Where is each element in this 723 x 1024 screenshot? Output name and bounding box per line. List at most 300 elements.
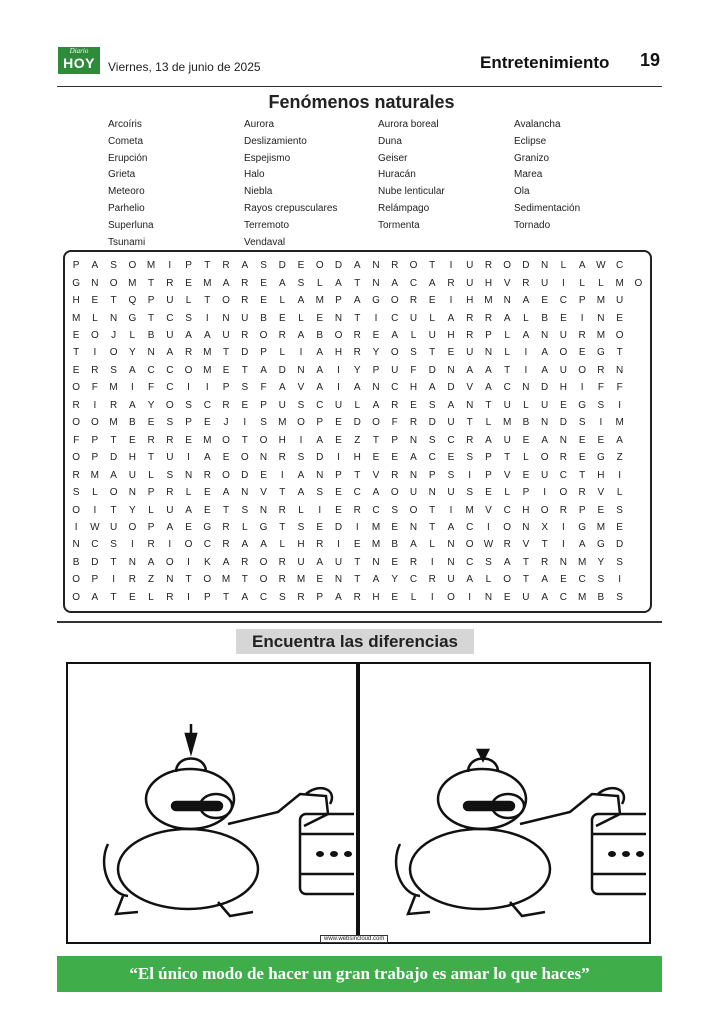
- grid-letter: M: [371, 521, 381, 533]
- grid-letter: A: [353, 260, 362, 272]
- grid-letter: U: [128, 469, 137, 481]
- grid-letter: M: [203, 347, 212, 359]
- grid-letter: L: [148, 469, 155, 481]
- grid-letter: R: [222, 539, 231, 551]
- word-item: Sedimentación: [514, 202, 581, 214]
- grid-letter: U: [616, 295, 624, 307]
- grid-letter: L: [185, 295, 192, 307]
- grid-letter: N: [541, 417, 549, 429]
- grid-letter: T: [148, 312, 155, 324]
- grid-letter: R: [278, 574, 287, 586]
- grid-letter: L: [560, 260, 567, 272]
- grid-letter: A: [166, 521, 174, 533]
- grid-letter: A: [260, 364, 268, 376]
- grid-letter: R: [147, 434, 156, 446]
- word-item: Duna: [378, 135, 402, 147]
- grid-letter: A: [541, 434, 549, 446]
- grid-letter: I: [430, 556, 435, 568]
- grid-letter: L: [92, 487, 99, 499]
- grid-letter: Y: [147, 399, 155, 411]
- grid-letter: Y: [353, 364, 362, 376]
- grid-letter: N: [409, 434, 418, 446]
- grid-letter: O: [72, 574, 81, 586]
- grid-letter: A: [297, 487, 305, 499]
- word-item: Terremoto: [244, 219, 290, 231]
- grid-letter: N: [447, 539, 456, 551]
- grid-letter: R: [466, 330, 474, 342]
- section-divider: [57, 621, 662, 623]
- grid-letter: E: [503, 591, 512, 603]
- grid-letter: S: [185, 312, 193, 324]
- grid-letter: R: [203, 469, 212, 481]
- grid-letter: D: [559, 417, 568, 429]
- grid-letter: Z: [354, 434, 361, 446]
- grid-letter: S: [260, 260, 268, 272]
- grid-letter: S: [447, 469, 455, 481]
- grid-letter: A: [578, 539, 586, 551]
- grid-letter: P: [578, 295, 586, 307]
- grid-letter: A: [129, 399, 137, 411]
- grid-letter: U: [334, 399, 343, 411]
- word-item: Ola: [514, 186, 530, 198]
- grid-letter: L: [504, 487, 511, 499]
- grid-letter: H: [278, 434, 287, 446]
- grid-letter: R: [166, 434, 174, 446]
- grid-letter: E: [203, 504, 212, 516]
- grid-letter: E: [185, 434, 193, 446]
- grid-letter: H: [72, 295, 81, 307]
- grid-letter: S: [110, 539, 118, 551]
- grid-letter: T: [504, 364, 511, 376]
- grid-letter: P: [147, 521, 155, 533]
- grid-letter: A: [616, 434, 624, 446]
- grid-letter: C: [616, 260, 624, 272]
- grid-letter: G: [597, 452, 606, 464]
- grid-letter: O: [72, 504, 81, 516]
- grid-letter: G: [597, 347, 606, 359]
- grid-letter: O: [372, 417, 381, 429]
- grid-letter: F: [597, 382, 605, 394]
- grid-letter: C: [259, 591, 268, 603]
- grid-letter: R: [278, 504, 287, 516]
- grid-letter: C: [166, 382, 174, 394]
- word-column-3: [378, 117, 445, 235]
- grid-letter: B: [72, 556, 80, 568]
- word-item: Parhelio: [108, 202, 145, 214]
- grid-letter: A: [466, 364, 474, 376]
- grid-letter: L: [279, 295, 286, 307]
- grid-letter: B: [597, 591, 605, 603]
- grid-letter: N: [559, 556, 568, 568]
- grid-letter: Y: [372, 347, 380, 359]
- grid-letter: T: [354, 574, 361, 586]
- grid-letter: A: [91, 591, 99, 603]
- grid-letter: P: [485, 452, 493, 464]
- grid-letter: L: [354, 399, 361, 411]
- grid-letter: C: [409, 574, 418, 586]
- grid-letter: I: [430, 591, 435, 603]
- grid-letter: O: [578, 364, 587, 376]
- grid-letter: R: [466, 434, 474, 446]
- grid-letter: T: [504, 452, 511, 464]
- grid-letter: T: [429, 347, 436, 359]
- grid-letter: T: [185, 574, 193, 586]
- grid-letter: U: [447, 417, 456, 429]
- grid-letter: [629, 362, 648, 379]
- grid-letter: A: [391, 277, 399, 289]
- grid-letter: U: [166, 295, 174, 307]
- grid-letter: A: [110, 469, 118, 481]
- grid-letter: M: [615, 417, 625, 429]
- grid-letter: T: [110, 591, 118, 603]
- grid-letter: N: [484, 347, 493, 359]
- grid-letter: H: [447, 330, 456, 342]
- grid-letter: A: [428, 382, 437, 394]
- grid-letter: N: [559, 434, 568, 446]
- grid-letter: A: [485, 382, 493, 394]
- grid-letter: I: [449, 260, 453, 272]
- grid-letter: S: [185, 399, 193, 411]
- page-number: 19: [640, 50, 661, 70]
- grid-letter: A: [541, 347, 549, 359]
- grid-letter: Y: [597, 556, 605, 568]
- grid-letter: A: [372, 574, 380, 586]
- grid-letter: L: [148, 591, 155, 603]
- grid-letter: E: [560, 399, 568, 411]
- grid-letter: U: [278, 399, 287, 411]
- grid-letter: J: [111, 330, 117, 342]
- grid-letter: M: [146, 260, 156, 272]
- grid-letter: P: [335, 295, 343, 307]
- word-item: Aurora boreal: [378, 119, 439, 130]
- grid-letter: N: [522, 382, 531, 394]
- grid-letter: S: [597, 574, 605, 586]
- grid-letter: U: [559, 330, 568, 342]
- grid-letter: E: [260, 277, 268, 289]
- grid-letter: [629, 397, 648, 414]
- grid-letter: F: [73, 434, 80, 446]
- word-item: Relámpago: [378, 202, 430, 214]
- grid-letter: I: [599, 417, 603, 429]
- grid-letter: R: [91, 364, 99, 376]
- grid-letter: I: [93, 347, 97, 359]
- newspaper-logo: [58, 47, 100, 74]
- grid-letter: D: [428, 364, 437, 376]
- grid-letter: S: [485, 556, 493, 568]
- grid-letter: E: [560, 574, 568, 586]
- grid-letter: E: [260, 469, 268, 481]
- grid-letter: A: [316, 382, 324, 394]
- grid-letter: T: [429, 260, 436, 272]
- word-item: Nube lenticular: [378, 186, 445, 198]
- grid-letter: U: [466, 277, 474, 289]
- grid-letter: S: [616, 504, 624, 516]
- grid-letter: H: [466, 295, 474, 307]
- grid-letter: U: [109, 521, 118, 533]
- grid-letter: C: [466, 521, 474, 533]
- grid-letter: E: [597, 434, 605, 446]
- grid-letter: O: [90, 417, 100, 429]
- grid-letter: N: [372, 277, 381, 289]
- grid-letter: O: [109, 347, 118, 359]
- grid-letter: O: [634, 277, 643, 289]
- grid-letter: I: [562, 277, 566, 289]
- grid-letter: O: [297, 417, 306, 429]
- grid-letter: V: [503, 277, 512, 289]
- differences-puzzle: [66, 662, 651, 944]
- grid-letter: O: [315, 260, 325, 272]
- grid-letter: N: [72, 539, 81, 551]
- grid-letter: N: [259, 504, 268, 516]
- grid-letter: R: [222, 399, 231, 411]
- grid-letter: R: [484, 312, 493, 324]
- grid-letter: R: [166, 277, 174, 289]
- grid-letter: E: [72, 330, 80, 342]
- grid-letter: T: [466, 417, 474, 429]
- grid-letter: L: [523, 399, 530, 411]
- grid-letter: I: [130, 539, 135, 551]
- grid-letter: N: [128, 556, 137, 568]
- grid-letter: N: [91, 277, 99, 289]
- grid-letter: I: [205, 312, 210, 324]
- grid-letter: C: [409, 277, 418, 289]
- grid-letter: P: [372, 364, 380, 376]
- grid-letter: B: [522, 417, 530, 429]
- grid-letter: O: [503, 260, 512, 272]
- grid-letter: R: [109, 399, 118, 411]
- grid-letter: I: [93, 399, 97, 411]
- grid-letter: T: [429, 521, 436, 533]
- grid-letter: N: [184, 469, 193, 481]
- word-item: Superluna: [108, 219, 154, 231]
- quote-banner: “El único modo de hacer un gran trabajo es amar lo que haces”: [57, 956, 662, 992]
- grid-letter: O: [240, 452, 250, 464]
- grid-letter: S: [391, 504, 399, 516]
- grid-letter: [629, 519, 648, 536]
- grid-letter: D: [109, 452, 118, 464]
- grid-letter: [629, 292, 648, 309]
- grid-letter: M: [203, 434, 212, 446]
- grid-letter: S: [616, 556, 624, 568]
- grid-letter: P: [147, 487, 155, 499]
- grid-letter: L: [429, 312, 436, 324]
- grid-letter: A: [316, 364, 324, 376]
- grid-letter: A: [503, 556, 512, 568]
- grid-letter: R: [222, 521, 231, 533]
- grid-letter: A: [428, 277, 437, 289]
- grid-letter: T: [241, 574, 249, 586]
- grid-letter: A: [129, 364, 137, 376]
- word-item: Huracán: [378, 169, 416, 181]
- grid-letter: A: [335, 591, 343, 603]
- grid-letter: C: [578, 574, 587, 586]
- grid-letter: R: [391, 260, 399, 272]
- grid-letter: T: [616, 347, 624, 359]
- grid-letter: X: [541, 521, 549, 533]
- grid-letter: U: [334, 556, 343, 568]
- grid-letter: I: [355, 521, 360, 533]
- word-item: Cometa: [108, 135, 144, 147]
- grid-letter: A: [91, 260, 99, 272]
- grid-letter: O: [203, 574, 212, 586]
- grid-letter: T: [579, 469, 586, 481]
- grid-letter: N: [147, 347, 156, 359]
- grid-letter: V: [372, 469, 380, 481]
- grid-letter: A: [485, 434, 493, 446]
- grid-letter: W: [596, 260, 607, 272]
- grid-letter: P: [485, 469, 493, 481]
- grid-letter: M: [465, 504, 475, 516]
- grid-letter: R: [278, 556, 287, 568]
- grid-letter: I: [205, 382, 210, 394]
- grid-letter: S: [428, 399, 437, 411]
- grid-letter: O: [390, 347, 400, 359]
- grid-letter: L: [504, 330, 511, 342]
- grid-letter: R: [578, 330, 587, 342]
- grid-letter: M: [221, 574, 231, 586]
- grid-letter: H: [597, 469, 605, 481]
- grid-letter: A: [203, 330, 212, 342]
- grid-letter: T: [204, 295, 211, 307]
- grid-letter: S: [410, 347, 418, 359]
- grid-letter: R: [597, 364, 605, 376]
- grid-letter: V: [597, 487, 605, 499]
- grid-letter: G: [578, 399, 587, 411]
- grid-letter: S: [260, 417, 268, 429]
- grid-letter: U: [447, 574, 456, 586]
- grid-letter: A: [447, 399, 455, 411]
- grid-letter: E: [316, 312, 324, 324]
- grid-letter: E: [372, 452, 380, 464]
- grid-letter: Y: [129, 504, 137, 516]
- grid-letter: A: [503, 312, 512, 324]
- grid-letter: U: [447, 487, 456, 499]
- grid-letter: Y: [129, 347, 137, 359]
- grid-letter: T: [279, 521, 286, 533]
- grid-letter: A: [278, 277, 287, 289]
- word-column-1: [108, 117, 154, 251]
- grid-letter: I: [299, 347, 303, 359]
- grid-letter: R: [241, 556, 249, 568]
- grid-letter: E: [578, 452, 586, 464]
- grid-letter: I: [449, 295, 453, 307]
- grid-letter: C: [391, 312, 399, 324]
- grid-letter: P: [91, 574, 99, 586]
- grid-letter: A: [541, 574, 549, 586]
- grid-letter: A: [541, 591, 549, 603]
- word-item: Avalancha: [514, 119, 561, 130]
- grid-letter: E: [316, 521, 324, 533]
- grid-letter: F: [616, 382, 624, 394]
- grid-letter: M: [128, 277, 137, 289]
- grid-letter: I: [337, 382, 341, 394]
- grid-letter: S: [110, 364, 118, 376]
- grid-letter: M: [296, 574, 306, 586]
- grid-letter: [629, 466, 648, 483]
- grid-letter: N: [297, 364, 306, 376]
- grid-letter: N: [466, 399, 474, 411]
- word-item: Grieta: [108, 169, 136, 181]
- grid-letter: U: [522, 591, 531, 603]
- grid-letter: N: [166, 574, 174, 586]
- grid-letter: N: [447, 556, 456, 568]
- grid-letter: T: [485, 399, 492, 411]
- grid-letter: E: [129, 434, 137, 446]
- word-item: Espejismo: [244, 152, 291, 164]
- grid-letter: N: [597, 312, 605, 324]
- grid-letter: N: [409, 469, 418, 481]
- grid-letter: Z: [148, 574, 155, 586]
- grid-letter: A: [316, 434, 324, 446]
- grid-letter: E: [72, 364, 80, 376]
- grid-letter: S: [578, 417, 586, 429]
- word-item: Rayos crepusculares: [244, 202, 338, 214]
- grid-letter: I: [487, 521, 491, 533]
- grid-letter: H: [484, 277, 493, 289]
- grid-letter: E: [203, 417, 212, 429]
- grid-letter: M: [315, 295, 325, 307]
- logo-small-text: Diario: [69, 47, 89, 55]
- grid-letter: R: [391, 399, 399, 411]
- grid-letter: R: [128, 574, 137, 586]
- grid-letter: C: [559, 469, 568, 481]
- grid-letter: A: [241, 260, 249, 272]
- grid-letter: A: [278, 382, 287, 394]
- grid-letter: A: [466, 574, 474, 586]
- grid-letter: U: [241, 312, 249, 324]
- grid-letter: E: [410, 399, 418, 411]
- grid-letter: I: [93, 504, 97, 516]
- grid-letter: N: [522, 521, 531, 533]
- grid-letter: A: [410, 539, 418, 551]
- grid-letter: O: [540, 452, 550, 464]
- grid-letter: P: [485, 330, 493, 342]
- grid-letter: R: [353, 591, 362, 603]
- grid-letter: R: [222, 260, 231, 272]
- grid-letter: I: [618, 469, 622, 481]
- grid-letter: T: [522, 574, 530, 586]
- word-item: Meteoro: [108, 186, 145, 198]
- grid-letter: S: [72, 487, 80, 499]
- grid-letter: I: [187, 452, 191, 464]
- grid-letter: P: [222, 382, 230, 394]
- grid-letter: F: [148, 382, 155, 394]
- grid-letter: O: [128, 521, 137, 533]
- grid-letter: D: [616, 539, 624, 551]
- grid-letter: R: [241, 277, 249, 289]
- grid-letter: I: [187, 591, 191, 603]
- grid-letter: E: [616, 521, 624, 533]
- grid-letter: S: [297, 452, 305, 464]
- grid-letter: R: [466, 312, 474, 324]
- grid-letter: C: [391, 382, 399, 394]
- grid-letter: L: [410, 330, 417, 342]
- grid-letter: [629, 309, 648, 326]
- grid-letter: M: [90, 469, 100, 481]
- grid-letter: L: [92, 312, 99, 324]
- grid-letter: F: [391, 417, 399, 429]
- grid-letter: A: [485, 364, 493, 376]
- grid-letter: D: [428, 417, 437, 429]
- grid-letter: E: [578, 434, 586, 446]
- grid-letter: I: [130, 382, 135, 394]
- grid-letter: E: [222, 364, 230, 376]
- grid-letter: P: [147, 295, 155, 307]
- grid-letter: A: [410, 452, 418, 464]
- grid-letter: N: [503, 295, 512, 307]
- word-item: Granizo: [514, 152, 550, 164]
- grid-letter: M: [203, 364, 212, 376]
